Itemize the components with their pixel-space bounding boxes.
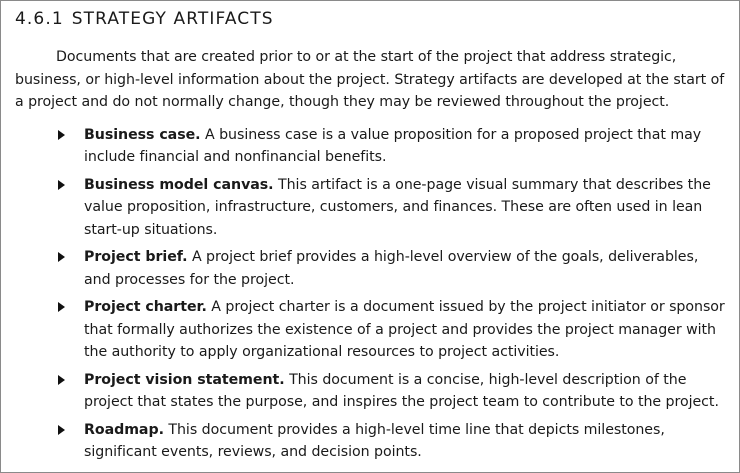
triangle-bullet-icon [58,425,65,435]
item-term: Business case. [84,126,201,143]
item-description: A business case is a value proposition for a proposed project that may include financial and nonfinancial benefits. [84,126,702,165]
triangle-bullet-icon [58,180,65,190]
triangle-bullet-icon [58,302,65,312]
list-item-business-case [15,124,725,169]
list-item-project-vision-statement [15,369,725,414]
item-description: This document provides a high-level time line that depicts milestones, significant events, reviews, and decision points. [84,421,665,460]
item-term: Project charter. [84,299,207,315]
list-item-roadmap [15,419,725,464]
artifact-list [15,124,725,464]
list-item-project-brief [15,246,725,291]
section-title: STRATEGY ARTIFACTS [71,9,274,29]
item-term: Roadmap. [84,421,164,438]
item-description: A project charter is a document issued by the project initiator or sponsor that formally authorizes the existence of a project and provides the project manager with the authority to apply organizational resources to project activities. [84,299,725,360]
item-description: This document is a concise, high-level description of the project that states the purpose, and inspires the project team to contribute to the project. [84,371,719,410]
list-item-business-model-canvas [15,174,725,242]
item-description: A project brief provides a high-level overview of the goals, deliverables, and processes for the project. [84,249,699,288]
item-term: Project brief. [84,249,188,265]
triangle-bullet-icon [58,130,65,140]
item-term: Project vision statement. [84,371,285,388]
list-item-project-charter [15,296,725,364]
section-number: 4.6.1 [15,9,64,29]
intro-paragraph: Documents that are created prior to or at the start of the project that address strategic, business, or high-level information about the project. Strategy artifacts are developed at the start of a project and do not normally change, though they may be reviewed throughout the project. [15,49,725,110]
item-description: This artifact is a one-page visual summary that describes the value proposition, infrastructure, customers, and finances. These are often used in lean start-up situations. [84,176,711,238]
triangle-bullet-icon [58,375,65,385]
section-heading [15,1,725,30]
item-term: Business model canvas. [84,176,274,193]
triangle-bullet-icon [58,252,65,262]
